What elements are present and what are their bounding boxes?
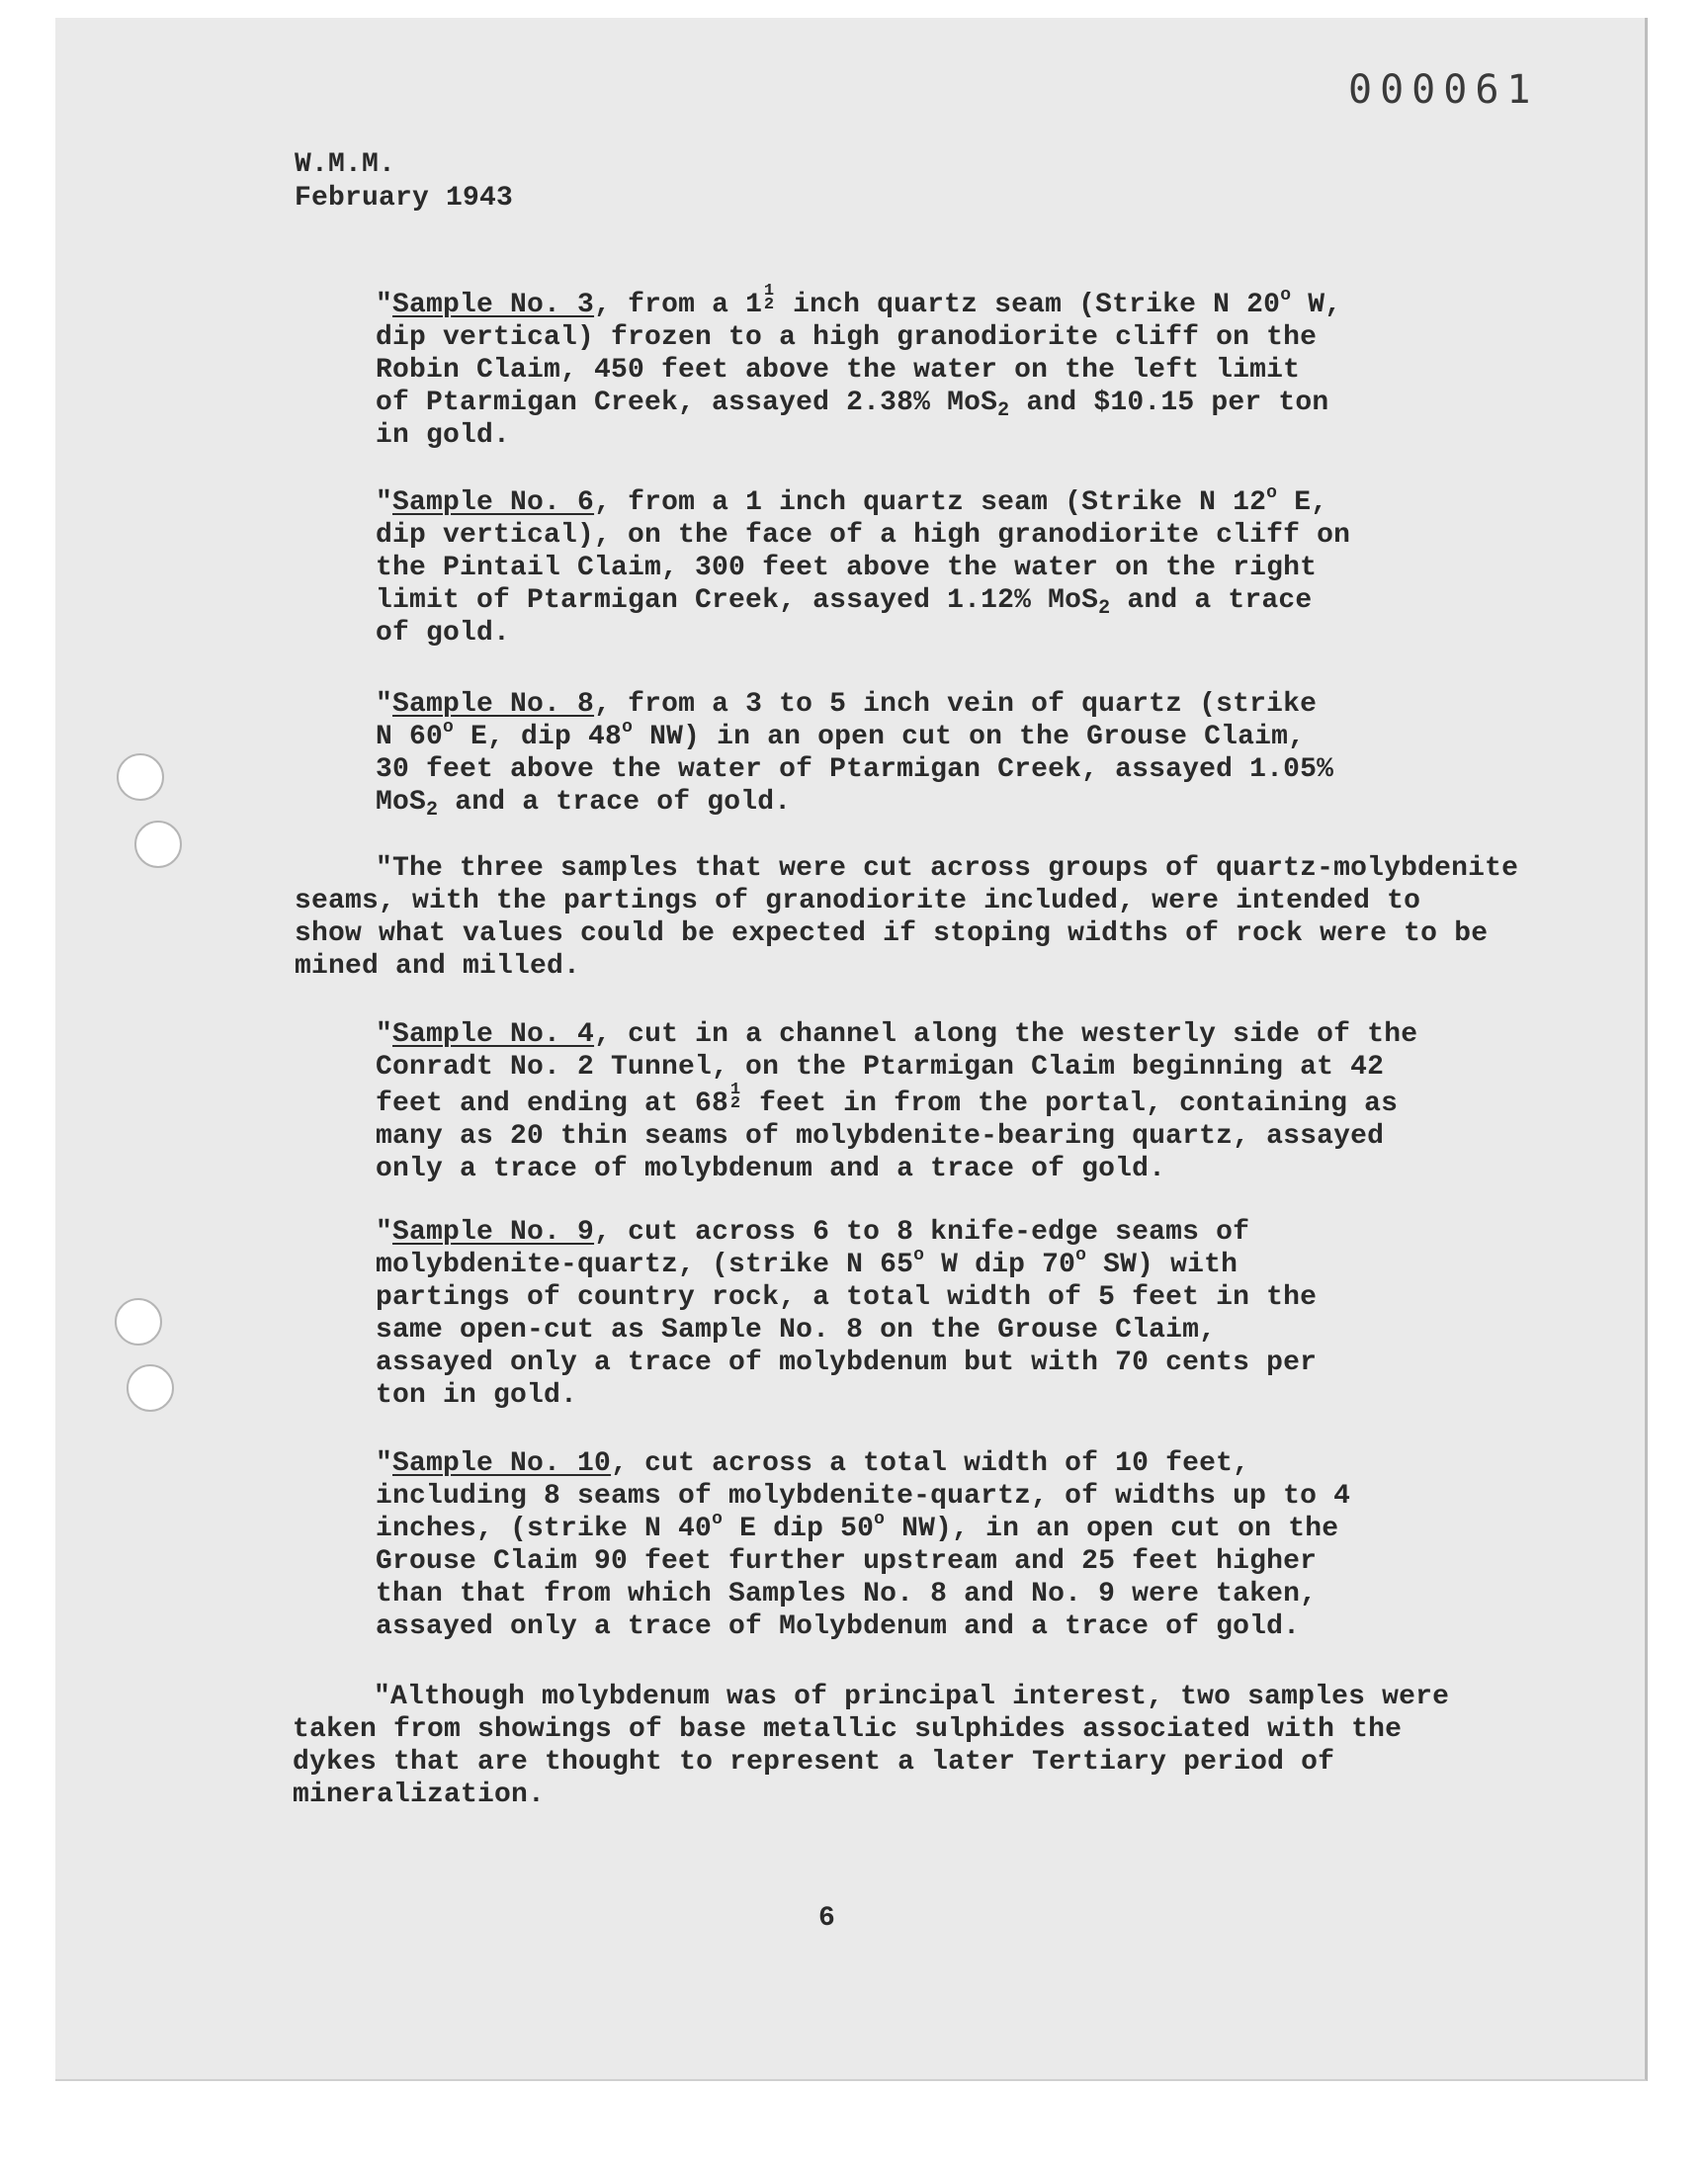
text-run: and a trace [1110,585,1313,616]
text-line: mined and milled. [295,951,581,982]
quote-mark: " [376,290,393,320]
fraction-denominator: 2 [763,296,775,314]
quote-mark: " [376,1019,393,1050]
degree-mark: o [1266,483,1278,503]
punch-hole [127,1364,174,1412]
text-line: assayed only a trace of molybdenum but with 70 cents per [376,1348,1318,1378]
text-run: inch quartz seam (Strike N 20 [776,290,1281,320]
page-number: 6 [818,1903,835,1934]
text-line: Conradt No. 2 Tunnel, on the Ptarmigan Claim beginning at 42 [376,1052,1385,1083]
text-line [376,1018,1417,1051]
text-run: , from a 3 to 5 inch vein of quartz (strike [594,689,1318,720]
sample-6-paragraph [376,483,1351,650]
text-run: , from a 1 [594,290,763,320]
text-run: , cut across 6 to 8 knife-edge seams of [594,1217,1250,1248]
text-run: E, dip 48 [454,722,623,752]
text-line: dykes that are thought to represent a later Tertiary period of [293,1747,1335,1778]
degree-mark: o [443,718,455,738]
text-run: feet and ending at 68 [376,1088,729,1119]
text-line: ton in gold. [376,1380,578,1411]
sample-label: Sample No. 6 [392,487,595,518]
text-line [376,584,1350,620]
text-run: , from a 1 inch quartz seam (Strike N 12 [594,487,1267,518]
text-run: molybdenite-quartz, (strike N 65 [376,1250,914,1280]
text-line: dip vertical) frozen to a high granodiorite cliff on the [376,322,1318,353]
text-run: SW) with [1086,1250,1238,1280]
fraction-numerator: 1 [763,282,775,301]
subscript: 2 [426,799,439,822]
author-initials: W.M.M. [295,149,396,180]
sample-label: Sample No. 4 [392,1019,595,1050]
text-run: NW) in an open cut on the Grouse Claim, [633,722,1306,752]
sample-8-paragraph [376,688,1334,822]
text-line [376,387,1341,422]
text-line: show what values could be expected if stoping widths of rock were to be [295,918,1489,949]
quote-mark: " [376,1448,393,1479]
sample-label: Sample No. 8 [392,689,595,720]
sample-label: Sample No. 3 [392,290,595,320]
text-run: , cut in a channel along the westerly side of the [594,1019,1418,1050]
text-run: of Ptarmigan Creek, assayed 2.38% MoS [376,388,998,418]
text-line [376,1216,1317,1249]
text-line: "The three samples that were cut across groups of quartz-molybdenite [376,853,1519,884]
text-line [376,1081,1417,1120]
text-line: assayed only a trace of Molybdenum and a trace of gold. [376,1611,1301,1642]
text-line: partings of country rock, a total width of 5 feet in the [376,1282,1318,1313]
text-line: taken from showings of base metallic sulphides associated with the [293,1714,1403,1745]
quote-mark: " [376,1217,393,1248]
text-line: in gold. [376,420,511,451]
fraction [728,1081,742,1113]
text-line [376,688,1333,721]
punch-hole [115,1298,162,1346]
text-line: 30 feet above the water of Ptarmigan Creek, assayed 1.05% [376,754,1334,785]
text-run: E, [1277,487,1328,518]
text-line: Grouse Claim 90 feet further upstream and 25 feet higher [376,1546,1318,1577]
text-line: than that from which Samples No. 8 and No. 9 were taken, [376,1579,1318,1610]
text-run: N 60 [376,722,444,752]
subscript: 2 [1098,597,1111,620]
three-samples-paragraph [295,852,1518,983]
text-line [376,282,1342,321]
sample-label: Sample No. 10 [392,1448,612,1479]
text-run: W dip 70 [924,1250,1076,1280]
degree-mark: o [913,1246,925,1265]
degree-mark: o [874,1510,886,1529]
sample-9-paragraph [376,1216,1317,1412]
text-line: the Pintail Claim, 300 feet above the water on the right [376,553,1318,583]
text-line: seams, with the partings of granodiorite included, were intended to [295,886,1421,916]
text-line [376,1447,1350,1480]
text-line: Robin Claim, 450 feet above the water on the left limit [376,355,1301,386]
quote-mark: " [376,689,393,720]
text-line [376,1510,1350,1545]
text-line: including 8 seams of molybdenite-quartz, of widths up to 4 [376,1481,1351,1512]
base-sulphides-paragraph [293,1681,1449,1811]
text-line [376,483,1350,519]
subscript: 2 [997,399,1010,422]
document-number-stamp: 000061 [1348,67,1539,113]
text-run: limit of Ptarmigan Creek, assayed 1.12% MoS [376,585,1099,616]
text-run: W, [1291,290,1342,320]
fraction [762,282,776,314]
text-line [376,718,1333,753]
text-run: and a trace of gold. [438,787,792,818]
text-run: and $10.15 per ton [1009,388,1329,418]
text-line [376,786,1333,822]
text-line [376,1246,1317,1281]
fraction-denominator: 2 [729,1094,741,1113]
text-run: feet in from the portal, containing as [742,1088,1399,1119]
text-line: only a trace of molybdenum and a trace of gold. [376,1154,1166,1184]
text-run: MoS [376,787,427,818]
punch-hole [134,821,182,868]
text-line: mineralization. [293,1780,546,1810]
sample-4-paragraph [376,1018,1417,1185]
sample-3-paragraph [376,282,1342,452]
text-line: same open-cut as Sample No. 8 on the Grouse Claim, [376,1315,1217,1346]
degree-mark: o [1280,286,1292,305]
sample-label: Sample No. 9 [392,1217,595,1248]
fraction-numerator: 1 [729,1081,741,1099]
degree-mark: o [622,718,634,738]
text-line: of gold. [376,618,511,649]
text-run: NW), in an open cut on the [885,1514,1339,1544]
degree-mark: o [712,1510,724,1529]
sample-10-paragraph [376,1447,1350,1643]
text-run: , cut across a total width of 10 feet, [611,1448,1250,1479]
text-line: dip vertical), on the face of a high granodiorite cliff on [376,520,1351,551]
quote-mark: " [376,487,393,518]
punch-hole [117,753,164,801]
text-run: E dip 50 [723,1514,875,1544]
document-date: February 1943 [295,183,514,214]
text-run: inches, (strike N 40 [376,1514,713,1544]
degree-mark: o [1075,1246,1087,1265]
text-line: "Although molybdenum was of principal interest, two samples were [374,1682,1450,1712]
text-line: many as 20 thin seams of molybdenite-bearing quartz, assayed [376,1121,1385,1152]
